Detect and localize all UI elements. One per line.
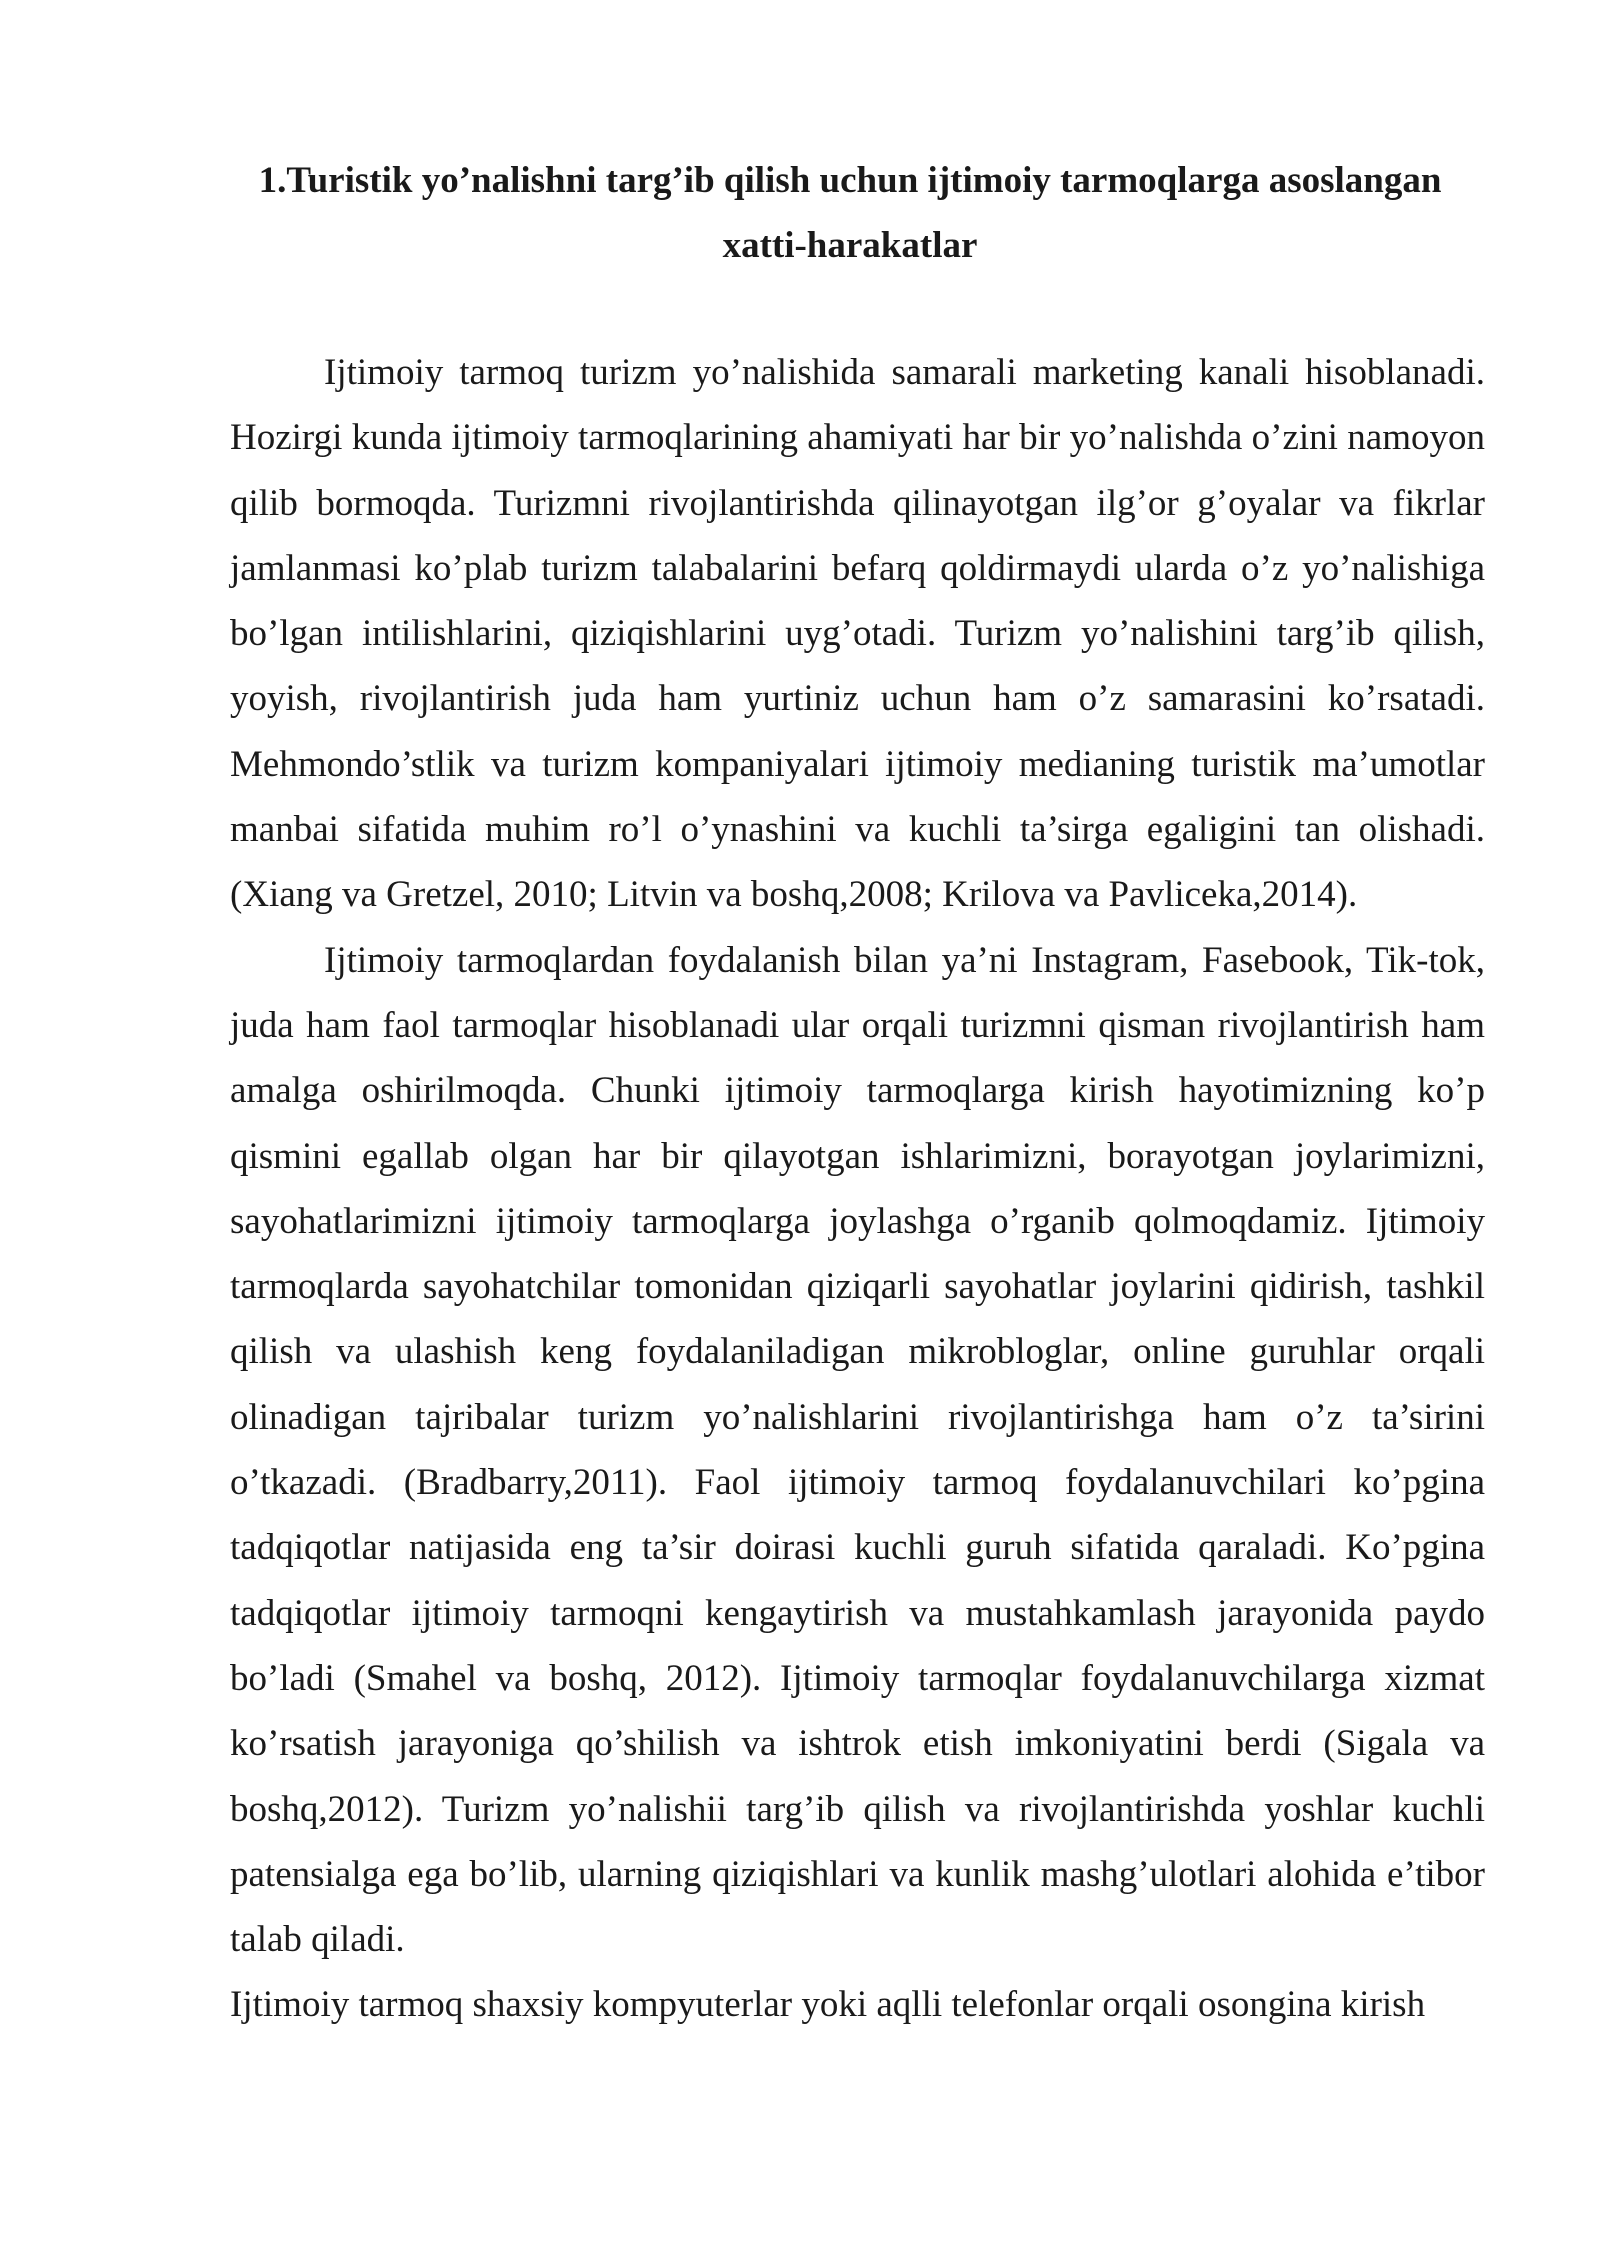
paragraph-2: Ijtimoiy tarmoqlardan foydalanish bilan ya’ni Instagram, Fasebook, Tik-tok, juda ham faol tarmoqlar hisoblanadi ular orqali turizmni qisman rivojlantirish ham amalga oshirilmoqda. Chunki ijtimoiy tarmoqlarga kirish hayotimizning ko’p qismini egallab olgan har bir qilayotgan ishlarimizni, borayotgan joylarimizni, sayohatlarimizni ijtimoiy tarmoqlarga joylashga o’rganib qolmoqdamiz. Ijtimoiy tarmoqlarda sayohatchilar tomonidan qiziqarli sayohatlar joylarini qidirish, tashkil qilish va ulashish keng foydalaniladigan mikrobloglar, online guruhlar orqali olinadigan tajribalar turizm yo’nalishlarini rivojlantirishga ham o’z ta’sirini o’tkazadi. (Bradbarry,2011). Faol ijtimoiy tarmoq foydalanuvchilari ko’pgina tadqiqotlar natijasida eng ta’sir doirasi kuchli guruh sifatida qaraladi. Ko’pgina tadqiqotlar ijtimoiy tarmoqni kengaytirish va mustahkamlash jarayonida paydo bo’ladi (Smahel va boshq, 2012). Ijtimoiy tarmoqlar foydalanuvchilarga xizmat ko’rsatish jarayoniga qo’shilish va ishtrok etish imkoniyatini berdi (Sigala va boshq,2012). Turizm yo’nalishii targ’ib qilish va rivojlantirishda yoshlar kuchli patensialga ega bo’lib, ularning qiziqishlari va kunlik mashg’ulotlari alohida e’tibor talab qiladi. bbox=[230, 939, 1485, 1961]
paragraph-3: Ijtimoiy tarmoq shaxsiy kompyuterlar yoki aqlli telefonlar orqali osongina kirish bbox=[230, 1984, 1426, 2026]
body-text bbox=[230, 340, 1485, 2038]
paragraph-1: Ijtimoiy tarmoq turizm yo’nalishida samarali marketing kanali hisoblanadi. Hozirgi kunda ijtimoiy tarmoqlarining ahamiyati har bir yo’nalishda o’zini namoyon qilib bormoqda. Turizmni rivojlantirishda qilinayotgan ilg’or g’oyalar va fikrlar jamlanmasi ko’plab turizm talabalarini befarq qoldirmaydi ularda o’z yo’nalishiga bo’lgan intilishlarini, qiziqishlarini uyg’otadi. Turizm yo’nalishini targ’ib qilish, yoyish, rivojlantirish juda ham yurtiniz uchun ham o’z samarasini ko’rsatadi. Mehmondo’stlik va turizm kompaniyalari ijtimoiy medianing turistik ma’umotlar manbai sifatida muhim ro’l o’ynashini va kuchli ta’sirga egaligini tan olishadi. (Xiang va Gretzel, 2010; Litvin va boshq,2008; Krilova va Pavliceka,2014). bbox=[230, 352, 1485, 916]
section-title: 1.Turistik yo’nalishni targ’ib qilish uchun ijtimoiy tarmoqlarga asoslangan xatti-harakatlar bbox=[258, 160, 1442, 266]
